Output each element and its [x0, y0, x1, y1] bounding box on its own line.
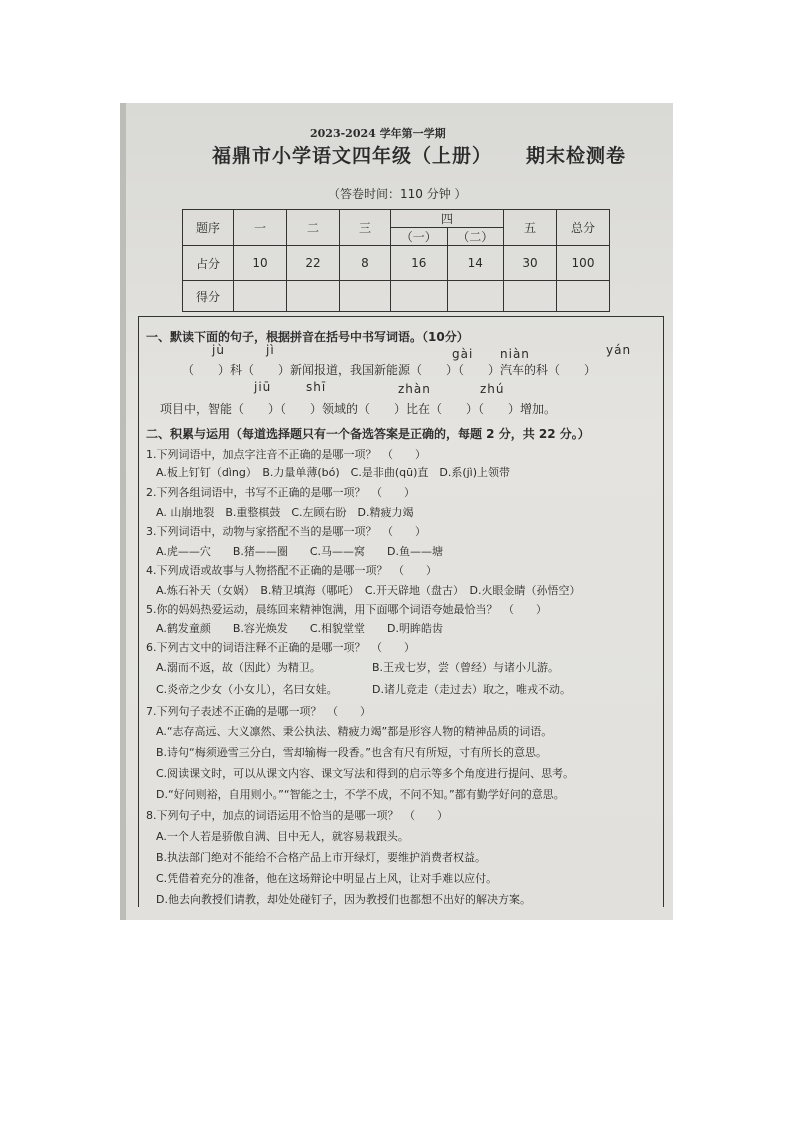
- q3-stem: 3.下列词语中，动物与家搭配不当的是哪一项？ （ ）: [146, 525, 426, 538]
- score-table: [182, 209, 610, 312]
- points-4-1: 16: [391, 246, 448, 281]
- col-total: 总分: [557, 210, 610, 246]
- section1-title: 一、默读下面的句子，根据拼音在括号中书写词语。（10分）: [146, 330, 469, 344]
- points-3: 8: [340, 246, 391, 281]
- q6-stem: 6.下列古文中的词语注释不正确的是哪一项？ （ ）: [146, 641, 415, 654]
- q7-option-c: C.阅读课文时，可以从课文内容、课文写法和得到的启示等多个角度进行提问、思考。: [156, 767, 575, 780]
- pinyin-zhu: zhú: [480, 382, 505, 396]
- q7-stem: 7.下列句子表述不正确的是哪一项？ （ ）: [146, 705, 371, 718]
- col-3: 三: [340, 210, 391, 246]
- q8-option-a: A.一个人若是骄傲自满、目中无人，就容易栽跟头。: [156, 830, 409, 843]
- q6-option-c: C.炎帝之少女（小女儿），名曰女娃。: [156, 683, 338, 696]
- q7-option-b: B.诗句“梅须逊雪三分白，雪却输梅一段香。”也含有尺有所短，寸有所长的意思。: [156, 746, 547, 759]
- q1-stem: 1.下列词语中，加点字注音不正确的是哪一项？ （ ）: [146, 448, 426, 461]
- q8-stem: 8.下列句子中，加点的词语运用不恰当的是哪一项？ （ ）: [146, 809, 448, 822]
- exam-subtitle: 2023-2024 学年第一学期: [310, 127, 446, 140]
- exam-title-main: 福鼎市小学语文四年级（上册）: [212, 145, 493, 167]
- section1-line1: （ ）科（ ）新闻报道，我国新能源（ ）（ ）汽车的科（ ）: [182, 363, 597, 377]
- points-1: 10: [234, 246, 287, 281]
- points-total: 100: [557, 246, 610, 281]
- score-cell: [287, 281, 340, 312]
- q8-option-c: C.凭借着充分的准备，他在这场辩论中明显占上风，让对手难以应付。: [156, 872, 498, 885]
- time-note: （答卷时间：110 分钟 ）: [328, 187, 467, 201]
- pinyin-nian: niàn: [500, 347, 530, 361]
- points-4-2: 14: [447, 246, 504, 281]
- exam-photo: [120, 103, 673, 920]
- pinyin-ji: jì: [266, 343, 275, 357]
- pinyin-gai: gài: [452, 347, 474, 361]
- col-1: 一: [234, 210, 287, 246]
- col-2: 二: [287, 210, 340, 246]
- q5-options: A.鹤发童颜 B.容光焕发 C.相貌堂堂 D.明眸皓齿: [156, 622, 444, 635]
- col-4-sub-1: （一）: [391, 228, 448, 246]
- q6-option-a: A.溺而不返，故（因此）为精卫。: [156, 661, 321, 674]
- q6-option-b: B.王戎七岁，尝（曾经）与诸小儿游。: [372, 661, 560, 674]
- score-cell: [234, 281, 287, 312]
- col-5: 五: [504, 210, 557, 246]
- q7-option-a: A.“志存高远、大义凛然、秉公执法、精疲力竭”都是形容人物的精神品质的词语。: [156, 725, 553, 738]
- score-cell: [447, 281, 504, 312]
- q6-option-d: D.诸儿竞走（走过去）取之，唯戎不动。: [372, 683, 571, 696]
- pinyin-jiu: jiū: [254, 380, 272, 394]
- q4-options: A.炼石补天（女娲） B.精卫填海（哪吒） C.开天辟地（盘古） D.火眼金睛（孙悟空）: [156, 584, 581, 597]
- section1-line2: 项目中，智能（ ）（ ）领域的（ ）比在（ ）（ ）增加。: [160, 402, 557, 416]
- points-5: 30: [504, 246, 557, 281]
- pinyin-yan: yán: [606, 343, 632, 357]
- q2-stem: 2.下列各组词语中，书写不正确的是哪一项？ （ ）: [146, 486, 415, 499]
- row-header-order: 题序: [183, 210, 234, 246]
- q7-option-d: D.“好问则裕，自用则小。”“智能之士，不学不成，不问不知。”都有勤学好问的意思。: [156, 788, 565, 801]
- q8-option-b: B.执法部门绝对不能给不合格产品上市开绿灯，要维护消费者权益。: [156, 851, 487, 864]
- col-4-sub-2: （二）: [447, 228, 504, 246]
- section2-title: 二、积累与运用（每道选择题只有一个备选答案是正确的，每题 2 分，共 22 分。）: [146, 427, 590, 441]
- row-header-score: 得分: [183, 281, 234, 312]
- q2-options: A. 山崩地裂 B.重整棋鼓 C.左顾右盼 D.精疲力竭: [156, 506, 414, 519]
- q8-option-d: D.他去向教授们请教，却处处碰钉子，因为教授们也都想不出好的解决方案。: [156, 893, 531, 906]
- col-4: 四: [391, 210, 504, 228]
- score-cell: [557, 281, 610, 312]
- pinyin-zhan: zhàn: [398, 382, 431, 396]
- q3-options: A.虎——穴 B.猪——圈 C.马——窝 D.鱼——塘: [156, 545, 444, 558]
- row-header-points: 占分: [183, 246, 234, 281]
- exam-title: [212, 141, 626, 168]
- score-cell: [504, 281, 557, 312]
- q4-stem: 4.下列成语或故事与人物搭配不正确的是哪一项？ （ ）: [146, 564, 437, 577]
- pinyin-shi: shī: [306, 380, 327, 394]
- score-cell: [391, 281, 448, 312]
- pinyin-ju: jù: [212, 343, 225, 357]
- points-2: 22: [287, 246, 340, 281]
- q5-stem: 5.你的妈妈热爱运动，晨练回来精神饱满，用下面哪个词语夸她最恰当？ （ ）: [146, 603, 547, 616]
- q1-options: A.板上钉钉（dìng） B.力量单薄(bó) C.是非曲(qū)直 D.系(jì)上领带: [156, 466, 511, 479]
- score-cell: [340, 281, 391, 312]
- exam-title-type: 期末检测卷: [526, 145, 627, 167]
